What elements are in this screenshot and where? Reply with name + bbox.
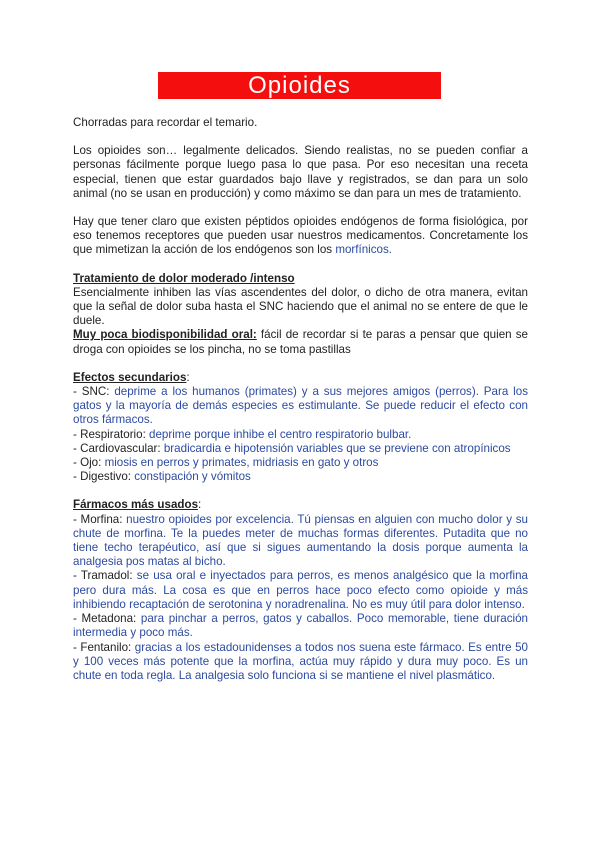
side-effects-heading-colon: : [186, 370, 190, 384]
document-body [73, 116, 528, 683]
list-item [73, 428, 528, 442]
drugs-heading-text: Fármacos más usados [73, 498, 199, 512]
item-label: - Cardiovascular: [73, 441, 164, 455]
item-text: gracias a los estadounidenses a todos nos suena este fármaco. Es entre 50 y 100 veces más potente que la morfina, actúa muy rápido y dura muy poco. Es un chute en toda regla. La analgesia solo funciona si se mantiene el nivel plasmático. [73, 640, 529, 682]
item-text: bradicardia e hipotensión variables que se previene con atropínicos [163, 441, 511, 455]
item-label: - Metadona: [73, 612, 141, 626]
peptides-highlight: morfínicos. [335, 243, 393, 257]
page-title: Opioides [158, 72, 441, 99]
drugs-heading-colon: : [198, 498, 202, 512]
paragraph-peptides [73, 215, 528, 258]
drugs-heading [73, 498, 528, 512]
bioavailability-text: fácil de recordar si te paras a pensar que quien se droga con opioides se los pincha, no se toma pastillas [73, 328, 528, 356]
item-label: - Morfina: [73, 512, 127, 526]
peptides-text: Hay que tener claro que existen péptidos opioides endógenos de forma fisiológica, por eso tenemos receptores que pueden usar nuestros medicamentos. Concretamente los que mimetizan la acción de los endógenos son los [73, 215, 528, 257]
list-item [73, 470, 528, 484]
list-item [73, 456, 528, 470]
list-item [73, 641, 528, 684]
item-text: deprime a los humanos (primates) y a sus mejores amigos (perros). Para los gatos y la mayoría de demás especies es estimulante. Se puede reducir el efecto con otros fármacos. [73, 385, 528, 427]
list-item [73, 612, 528, 640]
item-label: - Ojo: [73, 456, 105, 470]
item-text: para pinchar a perros, gatos y caballos. Poco memorable, tiene duración intermedia y poco más. [73, 612, 529, 640]
item-label: - Respiratorio: [73, 427, 150, 441]
bioavailability-paragraph [73, 328, 528, 356]
side-effects-heading-text: Efectos secundarios [73, 370, 187, 384]
item-label: - Tramadol: [73, 569, 137, 583]
item-text: nuestro opioides por excelencia. Tú piensas en alguien con mucho dolor y su chute de morfina. Te la puedes meter de muchas formas diferentes. Putadita que no tiene techo terapéutico, así que si sigues aumentando la dosis porque aumenta la analgesia pos matas al bicho. [73, 512, 528, 569]
side-effects-heading [73, 371, 528, 385]
item-label: - Digestivo: [73, 470, 135, 484]
item-label: - Fentanilo: [73, 640, 135, 654]
item-text: constipación y vómitos [134, 470, 251, 484]
bioavailability-heading: Muy poca biodisponibilidad oral: [73, 328, 257, 342]
item-text: miosis en perros y primates, midriasis en gato y otros [104, 456, 379, 470]
list-item [73, 513, 528, 570]
item-text: deprime porque inhibe el centro respiratorio bulbar. [149, 427, 412, 441]
item-text: se usa oral e inyectados para perros, es menos analgésico que la morfina pero dura más. La cosa es que en perros hace poco efecto como opioide y más inhibiendo recaptación de serotonina y noradrenalina. No es muy útil para dolor intenso. [73, 569, 528, 611]
paragraph-legal: Los opioides son… legalmente delicados. Siendo realistas, no se pueden confiar a personas fácilmente porque luego pasa lo que pasa. Por eso necesitan una receta especial, tienen que estar guardados bajo llave y registrados, se dan para un solo animal (no se usan en producción) y como máximo se dan para un mes de tratamiento. [73, 144, 528, 200]
intro-line: Chorradas para recordar el temario. [73, 116, 258, 129]
list-item [73, 385, 528, 428]
item-label: - SNC: [73, 385, 115, 399]
list-item [73, 569, 528, 612]
treatment-heading: Tratamiento de dolor moderado /intenso [73, 271, 295, 285]
list-item [73, 442, 528, 456]
treatment-text: Esencialmente inhiben las vías ascendentes del dolor, o dicho de otra manera, evitan que la señal de dolor suba hasta el SNC haciendo que el animal no se entere de que le duele. [73, 285, 528, 328]
